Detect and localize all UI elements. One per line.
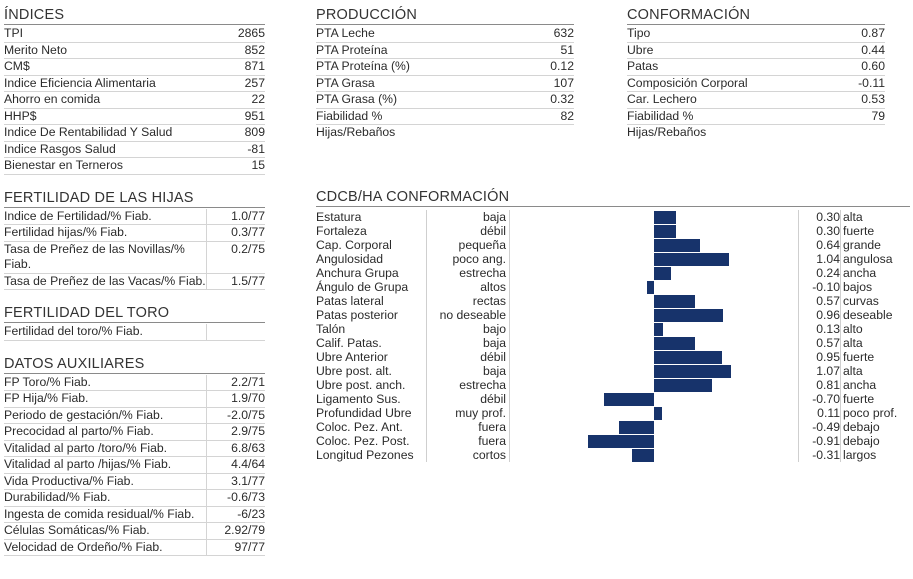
datos-auxiliares-value: -0.6/73 <box>206 490 265 506</box>
conformacion-label: Car. Lechero <box>627 92 697 106</box>
conformacion-value: 0.44 <box>861 42 885 57</box>
datos-auxiliares-value: 97/77 <box>206 540 265 556</box>
cdcb-trait-label: Ubre post. anch. <box>316 378 406 392</box>
cdcb-bar <box>654 211 676 224</box>
cdcb-low-label: baja <box>482 336 506 350</box>
cdcb-trait-label: Ubre post. alt. <box>316 364 392 378</box>
datos-auxiliares-label: Velocidad de Ordeño/% Fiab. <box>4 539 163 554</box>
cdcb-value: 0.64 <box>816 238 840 252</box>
cdcb-low-label: rectas <box>472 294 506 308</box>
datos-auxiliares-label: Células Somáticas/% Fiab. <box>4 523 150 537</box>
datos-auxiliares-row <box>4 441 265 458</box>
cdcb-high-label: curvas <box>843 294 879 308</box>
cdcb-low-label: bajo <box>482 322 506 336</box>
cdcb-trait-label: Talón <box>316 322 346 336</box>
datos-auxiliares-row <box>4 490 265 507</box>
cdcb-value: 0.96 <box>816 308 840 322</box>
indices-label: Bienestar en Terneros <box>4 158 124 172</box>
produccion-value: 82 <box>560 108 574 123</box>
cdcb-high-label: largos <box>843 448 877 462</box>
cdcb-low-label: débil <box>480 224 506 238</box>
cdcb-trait-label: Patas posterior <box>316 308 398 322</box>
cdcb-low-label: poco ang. <box>452 252 506 266</box>
conformacion-row <box>627 59 885 76</box>
right-column <box>627 0 885 141</box>
indices-value: 852 <box>244 42 265 57</box>
indices-value: 257 <box>244 75 265 90</box>
indices-row <box>4 59 265 76</box>
fertilidad-hijas-label: Fertilidad hijas/% Fiab. <box>4 225 128 239</box>
cdcb-low-label: débil <box>480 350 506 364</box>
cdcb-value: 0.30 <box>816 210 840 224</box>
datos-auxiliares-value: 1.9/70 <box>206 391 265 407</box>
produccion-label: PTA Grasa (%) <box>316 92 398 106</box>
indices-label: Indice De Rentabilidad Y Salud <box>4 125 173 139</box>
cdcb-row <box>316 448 910 462</box>
datos-auxiliares-value: 3.1/77 <box>206 474 265 490</box>
fertilidad-toro-title: FERTILIDAD DEL TORO <box>4 298 265 323</box>
datos-auxiliares-label: Durabilidad/% Fiab. <box>4 490 111 504</box>
cdcb-bar <box>604 393 654 406</box>
datos-auxiliares-value: -6/23 <box>206 507 265 523</box>
indices-value: 15 <box>251 158 265 172</box>
cdcb-high-label: ancha <box>843 266 877 280</box>
cdcb-trait-label: Ligamento Sus. <box>316 392 401 406</box>
datos-auxiliares-value: 2.92/79 <box>206 523 265 539</box>
fertilidad-hijas-title: FERTILIDAD DE LAS HIJAS <box>4 183 265 208</box>
fertilidad-hijas-row <box>4 209 265 226</box>
datos-auxiliares-row <box>4 375 265 392</box>
cdcb-low-label: no deseable <box>439 308 506 322</box>
produccion-value: 632 <box>553 26 574 40</box>
produccion-table <box>316 26 574 141</box>
datos-auxiliares-row <box>4 424 265 441</box>
cdcb-trait-label: Calif. Patas. <box>316 336 382 350</box>
cdcb-row <box>316 294 910 308</box>
produccion-value: 0.32 <box>550 92 574 106</box>
cdcb-high-label: angulosa <box>843 252 893 266</box>
produccion-row <box>316 43 574 60</box>
fertilidad-hijas-value: 0.2/75 <box>206 242 265 273</box>
cdcb-row <box>316 210 910 224</box>
produccion-label: Hijas/Rebaños <box>316 125 396 139</box>
cdcb-trait-label: Cap. Corporal <box>316 238 392 252</box>
cdcb-value: 0.30 <box>816 224 840 238</box>
indices-row <box>4 26 265 43</box>
produccion-title: PRODUCCIÓN <box>316 0 574 25</box>
indices-value: 871 <box>244 59 265 73</box>
cdcb-trait-label: Anchura Grupa <box>316 266 399 280</box>
datos-auxiliares-label: Vitalidad al parto /toro/% Fiab. <box>4 440 168 455</box>
cdcb-bar <box>654 239 700 252</box>
indices-title: ÍNDICES <box>4 0 265 25</box>
cdcb-chart <box>316 210 910 462</box>
cdcb-value: 0.11 <box>817 406 840 420</box>
cdcb-row <box>316 392 910 406</box>
conformacion-row <box>627 76 885 93</box>
conformacion-label: Hijas/Rebaños <box>627 125 707 139</box>
indices-label: TPI <box>4 26 23 40</box>
cdcb-value: -0.91 <box>812 434 840 448</box>
conformacion-row <box>627 26 885 43</box>
produccion-value: 0.12 <box>550 59 574 73</box>
produccion-label: PTA Proteína <box>316 42 388 57</box>
cdcb-high-label: alta <box>843 364 863 378</box>
produccion-row <box>316 76 574 93</box>
datos-auxiliares-row <box>4 540 265 557</box>
cdcb-bar <box>654 337 695 350</box>
cdcb-trait-label: Angulosidad <box>316 252 384 266</box>
cdcb-bar <box>647 281 654 294</box>
produccion-value <box>568 125 574 141</box>
cdcb-section <box>316 182 910 462</box>
cdcb-value: 0.24 <box>816 266 840 280</box>
indices-value: 2865 <box>237 26 265 40</box>
left-column <box>4 0 265 556</box>
cdcb-title: CDCB/HA CONFORMACIÓN <box>316 182 910 207</box>
produccion-label: Fiabilidad % <box>316 108 383 123</box>
cdcb-trait-label: Ángulo de Grupa <box>316 280 409 294</box>
indices-row <box>4 43 265 60</box>
cdcb-row <box>316 224 910 238</box>
cdcb-value: 0.81 <box>816 378 840 392</box>
cdcb-bar <box>654 379 712 392</box>
middle-column <box>316 0 574 141</box>
cdcb-low-label: estrecha <box>459 378 506 392</box>
cdcb-high-label: alta <box>843 210 863 224</box>
conformacion-row <box>627 125 885 141</box>
cdcb-trait-label: Patas lateral <box>316 294 384 308</box>
cdcb-low-label: pequeña <box>458 238 506 252</box>
conformacion-label: Patas <box>627 59 659 73</box>
fertilidad-hijas-value: 1.0/77 <box>206 209 265 225</box>
fertilidad-toro-row <box>4 324 265 341</box>
cdcb-bar <box>654 407 662 420</box>
cdcb-low-label: débil <box>480 392 506 406</box>
indices-label: Ahorro en comida <box>4 92 101 106</box>
datos-auxiliares-label: Precocidad al parto/% Fiab. <box>4 424 154 438</box>
produccion-label: PTA Proteína (%) <box>316 59 410 73</box>
datos-auxiliares-label: Periodo de gestación/% Fiab. <box>4 407 164 422</box>
datos-auxiliares-row <box>4 507 265 524</box>
datos-auxiliares-value: 2.9/75 <box>206 424 265 440</box>
indices-label: HHP$ <box>4 108 37 123</box>
conformacion-value: 0.60 <box>861 59 885 73</box>
conformacion-table <box>627 26 885 141</box>
cdcb-bar <box>654 225 676 238</box>
produccion-row <box>316 125 574 141</box>
conformacion-label: Tipo <box>627 26 651 40</box>
indices-value: -81 <box>247 141 265 156</box>
fertilidad-toro-table <box>4 324 265 341</box>
indices-row <box>4 92 265 109</box>
cdcb-value: -0.10 <box>812 280 840 294</box>
indices-row <box>4 142 265 159</box>
cdcb-bar <box>654 267 671 280</box>
produccion-value: 51 <box>560 42 574 57</box>
datos-auxiliares-row <box>4 391 265 408</box>
cdcb-value: 1.07 <box>816 364 840 378</box>
cdcb-low-label: fuera <box>478 420 506 434</box>
cdcb-row <box>316 420 910 434</box>
indices-row <box>4 109 265 126</box>
conformacion-value <box>879 125 885 141</box>
conformacion-label: Fiabilidad % <box>627 108 694 123</box>
cdcb-low-label: cortos <box>472 448 506 462</box>
fertilidad-hijas-label: Tasa de Preñez de las Novillas/% Fiab. <box>4 241 185 271</box>
cdcb-low-label: muy prof. <box>455 406 506 420</box>
cdcb-low-label: estrecha <box>459 266 506 280</box>
cdcb-row <box>316 280 910 294</box>
cdcb-low-label: baja <box>482 364 506 378</box>
datos-auxiliares-value: 6.8/63 <box>206 441 265 457</box>
cdcb-high-label: fuerte <box>843 350 875 364</box>
conformacion-value: 0.87 <box>861 26 885 40</box>
cdcb-row <box>316 434 910 448</box>
cdcb-row <box>316 378 910 392</box>
cdcb-value: -0.49 <box>812 420 840 434</box>
cdcb-row <box>316 308 910 322</box>
datos-auxiliares-value: 2.2/71 <box>206 375 265 391</box>
fertilidad-toro-value <box>206 324 265 340</box>
fertilidad-toro-label: Fertilidad del toro/% Fiab. <box>4 324 143 338</box>
cdcb-row <box>316 266 910 280</box>
conformacion-row <box>627 92 885 109</box>
cdcb-high-label: debajo <box>843 420 880 434</box>
datos-auxiliares-label: Vitalidad al parto /hijas/% Fiab. <box>4 457 172 471</box>
produccion-label: PTA Leche <box>316 26 375 40</box>
indices-value: 809 <box>244 125 265 139</box>
cdcb-high-label: alta <box>843 336 863 350</box>
cdcb-value: -0.31 <box>812 448 840 462</box>
cdcb-value: 0.13 <box>816 322 840 336</box>
cdcb-value: 0.57 <box>816 294 840 308</box>
datos-auxiliares-row <box>4 457 265 474</box>
cdcb-high-label: alto <box>843 322 863 336</box>
cdcb-row <box>316 252 910 266</box>
produccion-row <box>316 26 574 43</box>
datos-auxiliares-value: 4.4/64 <box>206 457 265 473</box>
conformacion-label: Ubre <box>627 42 654 57</box>
conformacion-value: 79 <box>871 108 885 123</box>
cdcb-high-label: bajos <box>843 280 873 294</box>
cdcb-low-label: fuera <box>478 434 506 448</box>
cdcb-high-label: deseable <box>843 308 893 322</box>
cdcb-bar <box>654 295 695 308</box>
indices-label: Indice Rasgos Salud <box>4 141 116 156</box>
fertilidad-hijas-row <box>4 225 265 242</box>
cdcb-trait-label: Estatura <box>316 210 362 224</box>
conformacion-value: 0.53 <box>861 92 885 106</box>
cdcb-high-label: ancha <box>843 378 877 392</box>
indices-label: CM$ <box>4 59 30 73</box>
datos-auxiliares-row <box>4 408 265 425</box>
indices-row <box>4 76 265 93</box>
datos-auxiliares-row <box>4 474 265 491</box>
cdcb-trait-label: Coloc. Pez. Post. <box>316 434 410 448</box>
cdcb-high-label: poco prof. <box>843 406 898 420</box>
cdcb-row <box>316 406 910 420</box>
cdcb-low-label: baja <box>482 210 506 224</box>
datos-auxiliares-label: Vida Productiva/% Fiab. <box>4 473 134 488</box>
datos-auxiliares-row <box>4 523 265 540</box>
cdcb-trait-label: Fortaleza <box>316 224 367 238</box>
cdcb-row <box>316 364 910 378</box>
datos-auxiliares-table <box>4 375 265 557</box>
fertilidad-hijas-value: 1.5/77 <box>206 274 265 290</box>
cdcb-trait-label: Coloc. Pez. Ant. <box>316 420 403 434</box>
indices-row <box>4 158 265 175</box>
cdcb-row <box>316 238 910 252</box>
conformacion-row <box>627 109 885 126</box>
fertilidad-hijas-label: Tasa de Preñez de las Vacas/% Fiab. <box>4 273 206 288</box>
cdcb-high-label: debajo <box>843 434 880 448</box>
cdcb-bar <box>654 365 731 378</box>
cdcb-row <box>316 350 910 364</box>
cdcb-trait-label: Ubre Anterior <box>316 350 388 364</box>
cdcb-bar <box>588 435 654 448</box>
datos-auxiliares-label: Ingesta de comida residual/% Fiab. <box>4 506 195 521</box>
cdcb-bar <box>654 253 729 266</box>
cdcb-trait-label: Profundidad Ubre <box>316 406 412 420</box>
cdcb-low-label: altos <box>480 280 506 294</box>
datos-auxiliares-label: FP Hija/% Fiab. <box>4 391 89 405</box>
cdcb-value: 0.57 <box>816 336 840 350</box>
produccion-row <box>316 59 574 76</box>
indices-table <box>4 26 265 175</box>
cdcb-bar <box>632 449 654 462</box>
cdcb-bar <box>619 421 654 434</box>
cdcb-bar <box>654 309 723 322</box>
fertilidad-hijas-row <box>4 274 265 291</box>
fertilidad-hijas-value: 0.3/77 <box>206 225 265 241</box>
datos-auxiliares-value: -2.0/75 <box>206 408 265 424</box>
indices-value: 951 <box>244 108 265 123</box>
indices-label: Merito Neto <box>4 42 67 57</box>
cdcb-trait-label: Longitud Pezones <box>316 448 414 462</box>
produccion-row <box>316 109 574 126</box>
cdcb-row <box>316 336 910 350</box>
conformacion-title: CONFORMACIÓN <box>627 0 885 25</box>
cdcb-high-label: fuerte <box>843 392 875 406</box>
cdcb-bar <box>654 351 722 364</box>
conformacion-label: Composición Corporal <box>627 75 748 90</box>
produccion-value: 107 <box>553 75 574 90</box>
indices-value: 22 <box>251 92 265 106</box>
produccion-row <box>316 92 574 109</box>
indices-label: Indice Eficiencia Alimentaria <box>4 75 156 90</box>
datos-auxiliares-label: FP Toro/% Fiab. <box>4 374 91 389</box>
cdcb-high-label: grande <box>843 238 881 252</box>
cdcb-row <box>316 322 910 336</box>
datos-auxiliares-title: DATOS AUXILIARES <box>4 349 265 374</box>
produccion-label: PTA Grasa <box>316 75 375 90</box>
conformacion-value: -0.11 <box>858 75 885 90</box>
conformacion-row <box>627 43 885 60</box>
cdcb-high-label: fuerte <box>843 224 875 238</box>
cdcb-value: -0.70 <box>812 392 840 406</box>
fertilidad-hijas-row <box>4 242 265 274</box>
cdcb-value: 0.95 <box>816 350 840 364</box>
cdcb-bar <box>654 323 663 336</box>
indices-row <box>4 125 265 142</box>
cdcb-value: 1.04 <box>816 252 840 266</box>
fertilidad-hijas-table <box>4 209 265 291</box>
fertilidad-hijas-label: Indice de Fertilidad/% Fiab. <box>4 208 152 223</box>
